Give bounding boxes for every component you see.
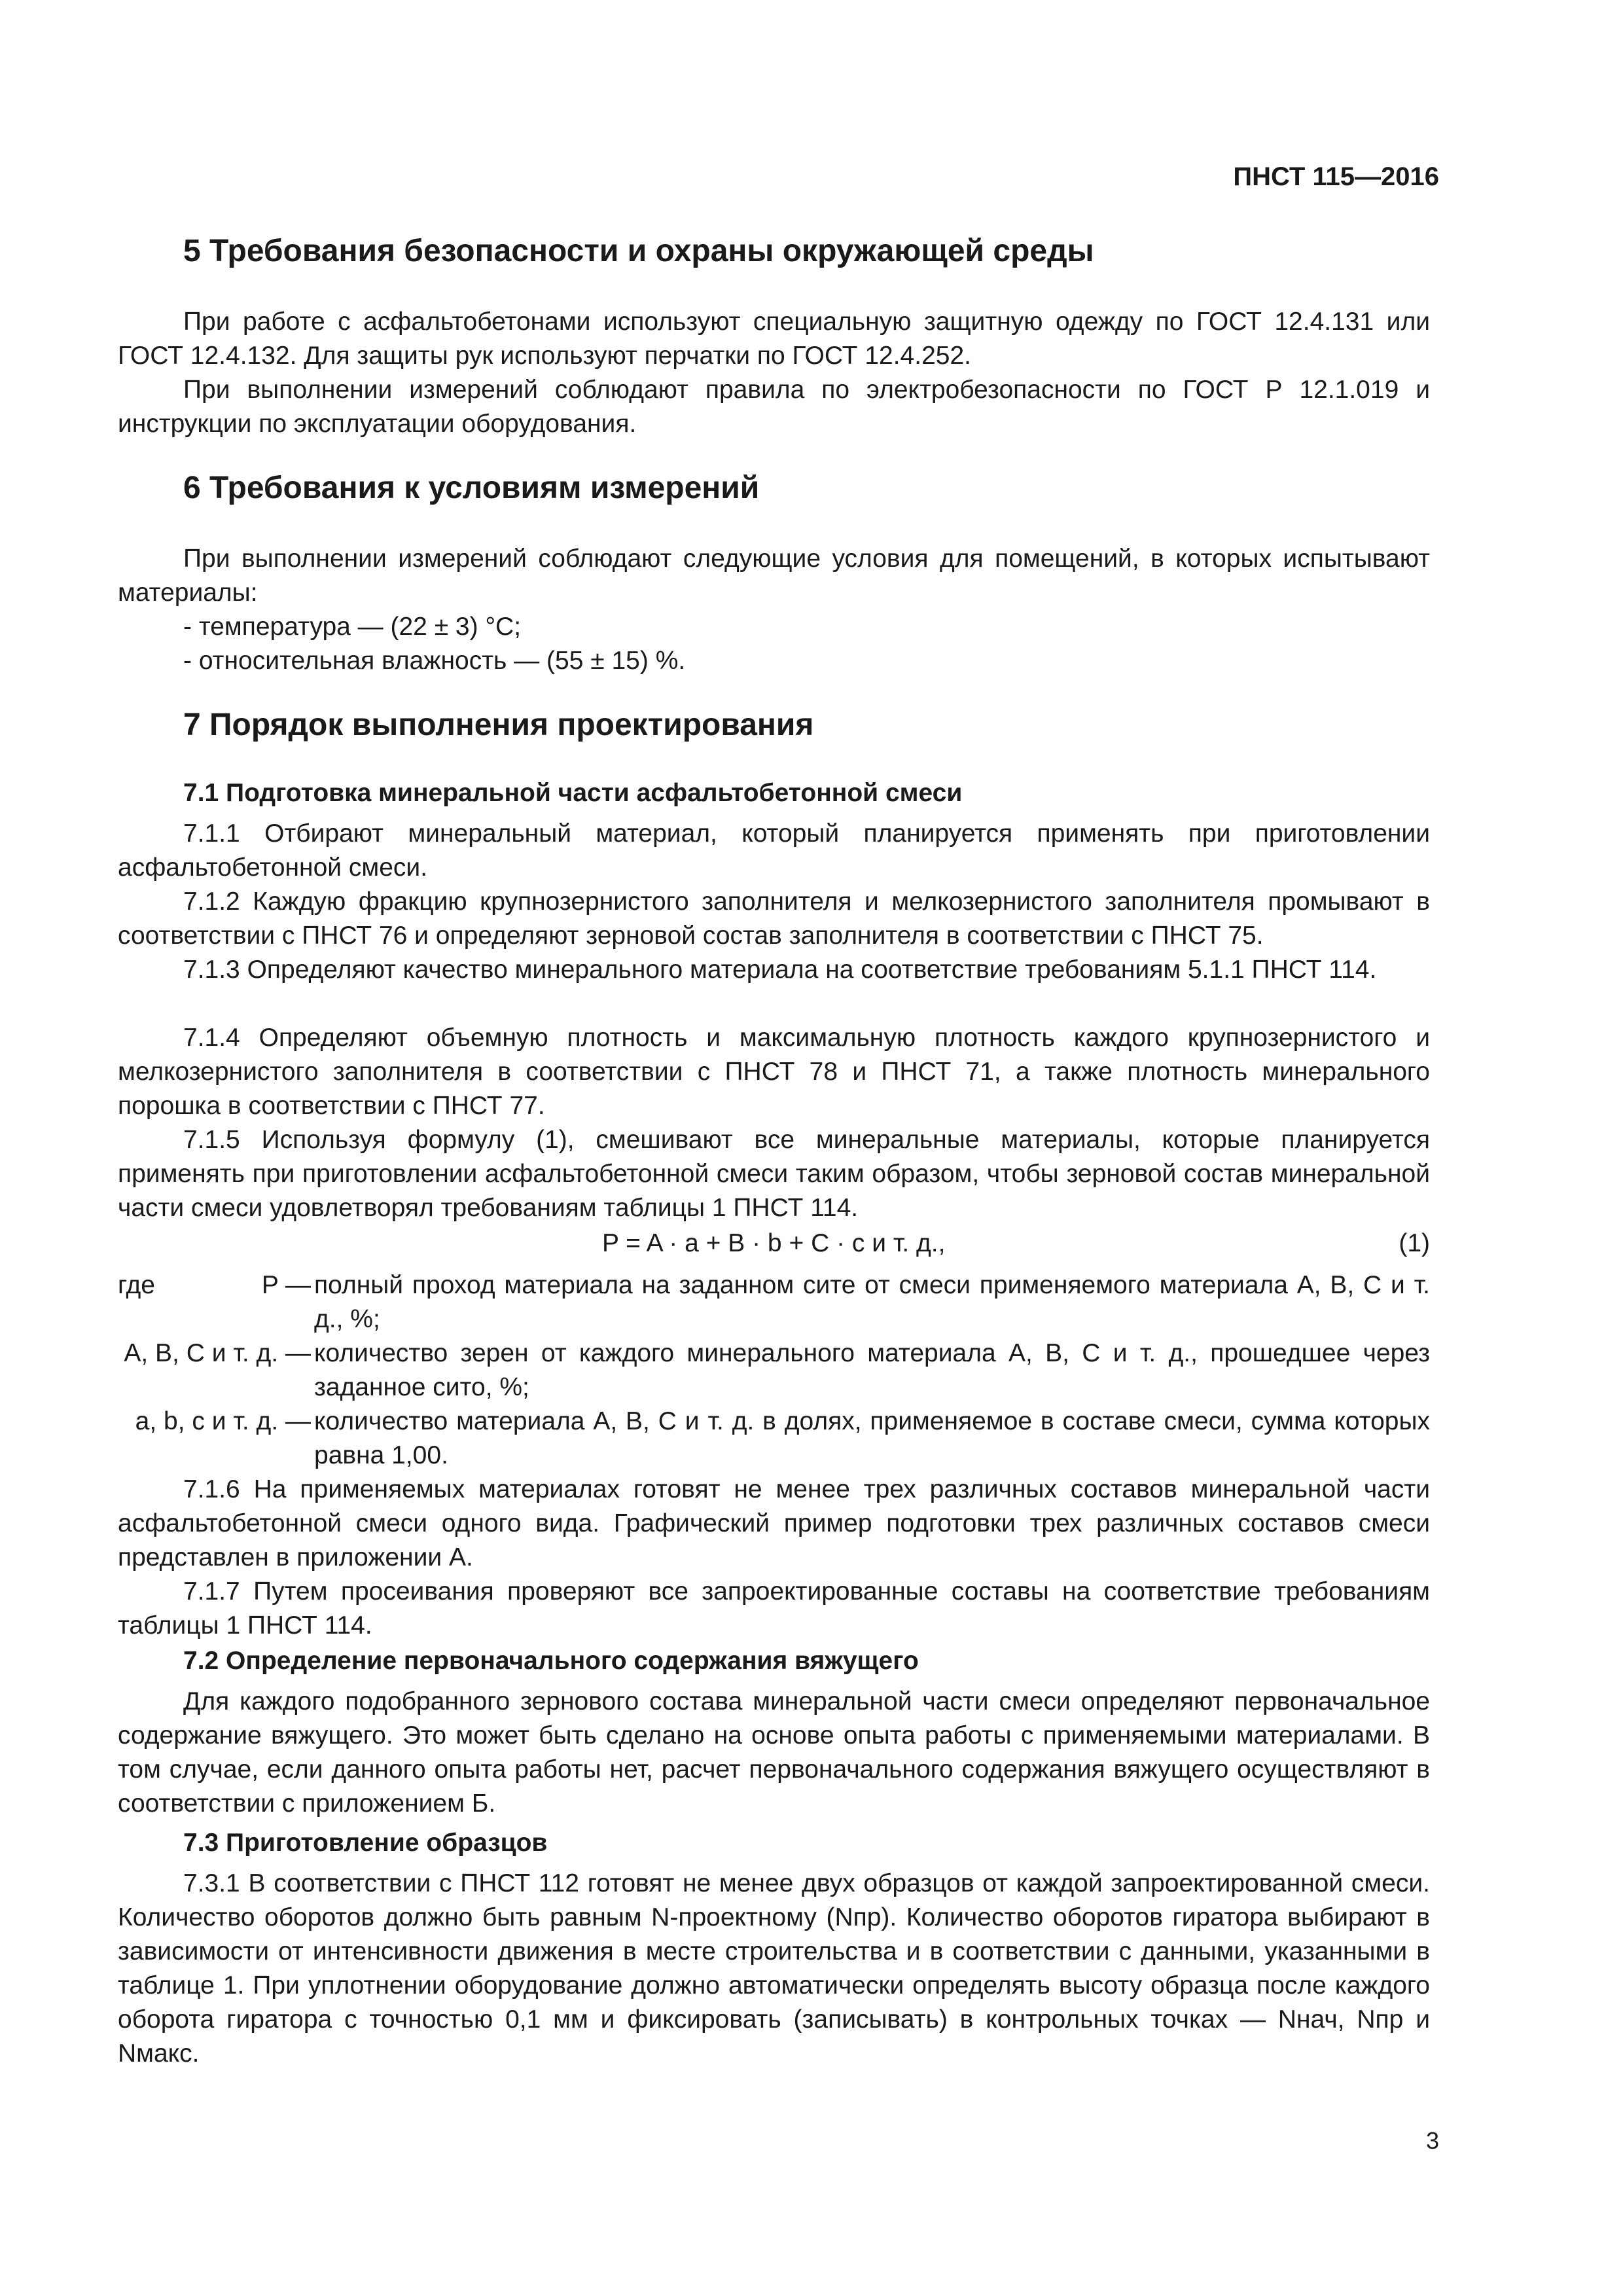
definition-term: a, b, c и т. д. — [135, 1407, 311, 1435]
paragraph-7-1-1: 7.1.1 Отбирают минеральный материал, который планируется применять при приготовлении асфальтобетонной смеси. [118, 819, 1430, 882]
formula-definitions [118, 1268, 1430, 1473]
section-7-title: 7 Порядок выполнения проектирования [183, 708, 814, 742]
section-5-title: 5 Требования безопасности и охраны окружающей среды [183, 234, 1094, 268]
definition-P [118, 1268, 1430, 1336]
where-label: где [118, 1271, 155, 1299]
paragraph-7-1-2: 7.1.2 Каждую фракцию крупнозернистого заполнителя и мелкозернистого заполнителя промывают в соответствии с ПНСТ 76 и определяют зерновой состав заполнителя в соответствии с ПНСТ 75. [118, 888, 1430, 950]
definition-term: A, B, C и т. д. — [124, 1339, 311, 1367]
definition-term: P — [261, 1271, 311, 1299]
document-id: ПНСТ 115—2016 [1233, 162, 1439, 191]
section-5-paragraph-2: При выполнении измерений соблюдают правила по электробезопасности по ГОСТ Р 12.1.019 и инструкции по эксплуатации оборудования. [118, 376, 1430, 438]
condition-humidity: - относительная влажность — (55 ± 15) %. [183, 647, 686, 675]
paragraph-7-3-1: 7.3.1 В соответствии с ПНСТ 112 готовят не менее двух образцов от каждой запроектированной смеси. Количество оборотов должно быть равным N-проектному (Nпр). Количество оборотов гиратора выбирают в зависимости от интенсивности движения в месте строительства и в соответствии с данными, указанными в таблице 1. При уплотнении оборудование должно автоматически определять высоту образца после каждого оборота гиратора с точностью 0,1 мм и фиксировать (записывать) в контрольных точках — Nнач, Nпр и Nмакс. [118, 1869, 1430, 2068]
definition-description: полный проход материала на заданном сите от смеси применяемого материала A, B, C и т. д., %; [314, 1271, 1430, 1333]
paragraph-7-1-6: 7.1.6 На применяемых материалах готовят не менее трех различных составов минеральной части асфальтобетонной смеси одного вида. Графический пример подготовки трех различных составов смеси представлен в приложении А. [118, 1475, 1430, 1571]
paragraph-7-1-4: 7.1.4 Определяют объемную плотность и максимальную плотность каждого крупнозернистого и мелкозернистого заполнителя в соответствии с ПНСТ 78 и ПНСТ 71, а также плотность минерального порошка в соответствии с ПНСТ 77. [118, 1024, 1430, 1120]
section-6-paragraph-1: При выполнении измерений соблюдают следующие условия для помещений, в которых испытывают материалы: [118, 545, 1430, 607]
definition-abc [118, 1405, 1430, 1473]
condition-temperature: - температура — (22 ± 3) °С; [183, 613, 522, 641]
paragraph-7-1-3: 7.1.3 Определяют качество минерального материала на соответствие требованиям 5.1.1 ПНСТ 114. [183, 956, 1377, 984]
definition-ABC [118, 1336, 1430, 1405]
section-5-paragraph-1: При работе с асфальтобетонами используют специальную защитную одежду по ГОСТ 12.4.131 или ГОСТ 12.4.132. Для защиты рук используют перчатки по ГОСТ 12.4.252. [118, 308, 1430, 370]
subsection-7-2-title: 7.2 Определение первоначального содержания вяжущего [183, 1647, 919, 1675]
section-6-title: 6 Требования к условиям измерений [183, 471, 760, 505]
paragraph-7-2: Для каждого подобранного зернового состава минеральной части смеси определяют первоначальное содержание вяжущего. Это может быть сделано на основе опыта работы с применяемыми материалами. В том случае, если данного опыта работы нет, расчет первоначального содержания вяжущего осуществляют в соответствии с приложением Б. [118, 1687, 1430, 1818]
paragraph-7-1-5: 7.1.5 Используя формулу (1), смешивают все минеральные материалы, которые планируется применять при приготовлении асфальтобетонной смеси таким образом, чтобы зерновой состав минеральной части смеси удовлетворял требованиям таблицы 1 ПНСТ 114. [118, 1126, 1430, 1222]
paragraph-7-1-7: 7.1.7 Путем просеивания проверяют все запроектированные составы на соответствие требованиям таблицы 1 ПНСТ 114. [118, 1577, 1430, 1640]
definition-description: количество зерен от каждого минерального материала A, B, C и т. д., прошедшее через заданное сито, %; [314, 1339, 1430, 1401]
subsection-7-1-title: 7.1 Подготовка минеральной части асфальтобетонной смеси [183, 779, 963, 807]
page-number: 3 [1425, 2127, 1439, 2154]
subsection-7-3-title: 7.3 Приготовление образцов [183, 1829, 548, 1857]
formula-number: (1) [1399, 1229, 1430, 1257]
formula-expression: P = A · a + B · b + C · c и т. д., [602, 1229, 946, 1257]
definition-description: количество материала A, B, C и т. д. в долях, применяемое в составе смеси, сумма которых равна 1,00. [314, 1407, 1430, 1469]
